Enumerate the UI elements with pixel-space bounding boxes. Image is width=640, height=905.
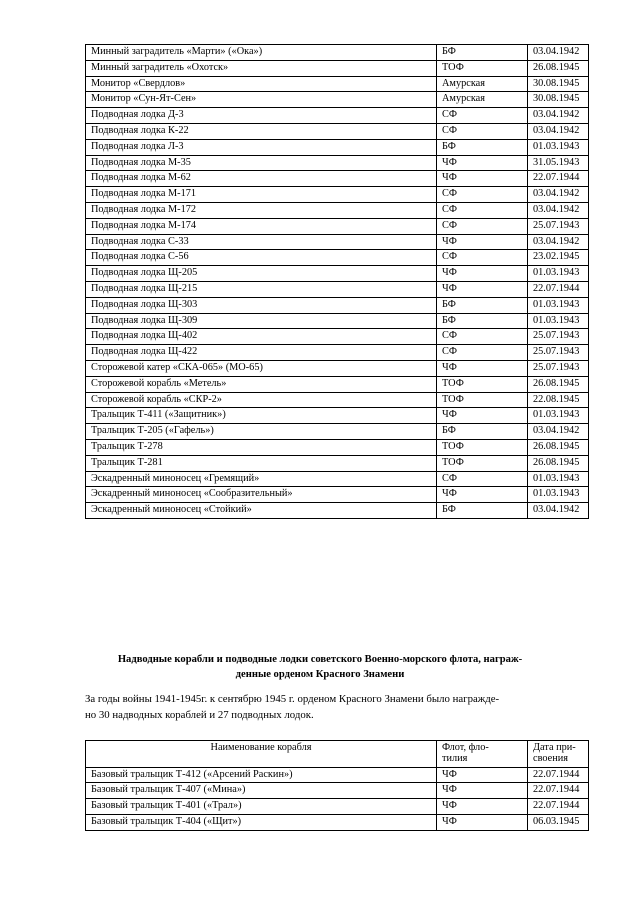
table-row — [86, 329, 589, 345]
column-header-date — [528, 741, 589, 768]
section-heading-line-2: денные орденом Красного Знамени — [235, 669, 405, 681]
column-header-date-line-1: Дата при- — [533, 742, 576, 753]
cell-date: 03.04.1942 — [528, 202, 589, 218]
table-row — [86, 281, 589, 297]
table-row — [86, 155, 589, 171]
cell-date: 01.03.1943 — [528, 313, 589, 329]
cell-fleet: ЧФ — [437, 487, 528, 503]
table-row — [86, 424, 589, 440]
cell-ship-name: Подводная лодка Щ-205 — [86, 266, 437, 282]
section-paragraph — [85, 692, 555, 723]
cell-fleet: ЧФ — [437, 234, 528, 250]
cell-date: 01.03.1943 — [528, 471, 589, 487]
cell-ship-name: Подводная лодка Щ-309 — [86, 313, 437, 329]
cell-fleet: ТОФ — [437, 376, 528, 392]
cell-fleet: Амурская — [437, 92, 528, 108]
table-row — [86, 139, 589, 155]
table-row — [86, 503, 589, 519]
cell-date: 22.07.1944 — [528, 799, 589, 815]
cell-fleet: СФ — [437, 202, 528, 218]
cell-fleet: СФ — [437, 187, 528, 203]
cell-ship-name: Минный заградитель «Охотск» — [86, 60, 437, 76]
table-row — [86, 487, 589, 503]
guards-ships-table-body — [86, 45, 589, 519]
cell-ship-name: Подводная лодка К-22 — [86, 123, 437, 139]
column-header-ship-name: Наименование корабля — [86, 741, 437, 768]
cell-date: 26.08.1945 — [528, 376, 589, 392]
cell-date: 22.07.1944 — [528, 767, 589, 783]
cell-fleet: ЧФ — [437, 408, 528, 424]
section-paragraph-line-1: За годы войны 1941-1945г. к сентябрю 1945 г. орденом Красного Знамени было награжде- — [85, 693, 500, 705]
cell-date: 01.03.1943 — [528, 139, 589, 155]
cell-ship-name: Подводная лодка С-33 — [86, 234, 437, 250]
cell-date: 01.03.1943 — [528, 487, 589, 503]
cell-date: 03.04.1942 — [528, 234, 589, 250]
column-header-fleet — [437, 741, 528, 768]
cell-ship-name: Сторожевой корабль «СКР-2» — [86, 392, 437, 408]
table-row — [86, 376, 589, 392]
column-header-fleet-line-1: Флот, фло- — [442, 742, 489, 753]
cell-ship-name: Подводная лодка М-171 — [86, 187, 437, 203]
cell-fleet: СФ — [437, 345, 528, 361]
cell-ship-name: Подводная лодка М-62 — [86, 171, 437, 187]
cell-ship-name: Тральщик Т-411 («Защитник») — [86, 408, 437, 424]
cell-ship-name: Тральщик Т-205 («Гафель») — [86, 424, 437, 440]
red-banner-ships-table-body — [86, 767, 589, 830]
cell-fleet: БФ — [437, 313, 528, 329]
cell-date: 22.07.1944 — [528, 783, 589, 799]
table-row — [86, 60, 589, 76]
table-row — [86, 455, 589, 471]
table-row — [86, 297, 589, 313]
table-row — [86, 360, 589, 376]
table-row — [86, 767, 589, 783]
cell-ship-name: Подводная лодка Л-3 — [86, 139, 437, 155]
cell-ship-name: Подводная лодка Щ-303 — [86, 297, 437, 313]
cell-date: 26.08.1945 — [528, 455, 589, 471]
section-heading-line-1: Надводные корабли и подводные лодки советского Военно-морского флота, награж- — [117, 654, 523, 665]
table-row — [86, 92, 589, 108]
cell-date: 23.02.1945 — [528, 250, 589, 266]
cell-fleet: ЧФ — [437, 360, 528, 376]
cell-date: 03.04.1942 — [528, 108, 589, 124]
cell-ship-name: Сторожевой корабль «Метель» — [86, 376, 437, 392]
cell-date: 30.08.1945 — [528, 92, 589, 108]
cell-fleet: ЧФ — [437, 783, 528, 799]
table-row — [86, 171, 589, 187]
cell-ship-name: Подводная лодка Д-3 — [86, 108, 437, 124]
cell-date: 25.07.1943 — [528, 360, 589, 376]
table-row — [86, 218, 589, 234]
cell-fleet: БФ — [437, 503, 528, 519]
table-row — [86, 250, 589, 266]
cell-ship-name: Базовый тральщик Т-407 («Мина») — [86, 783, 437, 799]
table-row — [86, 123, 589, 139]
table-row — [86, 187, 589, 203]
table-row — [86, 313, 589, 329]
cell-fleet: БФ — [437, 139, 528, 155]
cell-fleet: БФ — [437, 424, 528, 440]
cell-fleet: СФ — [437, 218, 528, 234]
table-row — [86, 76, 589, 92]
cell-date: 25.07.1943 — [528, 329, 589, 345]
table-header-row — [86, 741, 589, 768]
cell-ship-name: Эскадренный миноносец «Гремящий» — [86, 471, 437, 487]
cell-fleet: ТОФ — [437, 392, 528, 408]
column-header-fleet-line-2: тилия — [442, 752, 468, 764]
cell-ship-name: Базовый тральщик Т-412 («Арсений Раскин») — [86, 767, 437, 783]
table-row — [86, 345, 589, 361]
cell-date: 01.03.1943 — [528, 266, 589, 282]
cell-fleet: СФ — [437, 329, 528, 345]
cell-date: 03.04.1942 — [528, 45, 589, 61]
cell-date: 06.03.1945 — [528, 814, 589, 830]
table-row — [86, 108, 589, 124]
cell-date: 03.04.1942 — [528, 424, 589, 440]
cell-ship-name: Минный заградитель «Марти» («Ока») — [86, 45, 437, 61]
cell-ship-name: Подводная лодка М-174 — [86, 218, 437, 234]
cell-fleet: СФ — [437, 250, 528, 266]
cell-ship-name: Подводная лодка М-35 — [86, 155, 437, 171]
section-paragraph-line-2: но 30 надводных кораблей и 27 подводных лодок. — [85, 708, 314, 721]
cell-ship-name: Подводная лодка Щ-422 — [86, 345, 437, 361]
table-row — [86, 408, 589, 424]
cell-date: 01.03.1943 — [528, 297, 589, 313]
guards-ships-table — [85, 44, 589, 519]
cell-fleet: Амурская — [437, 76, 528, 92]
cell-date: 22.07.1944 — [528, 171, 589, 187]
table-row — [86, 799, 589, 815]
cell-fleet: ЧФ — [437, 281, 528, 297]
cell-ship-name: Базовый тральщик Т-404 («Щит») — [86, 814, 437, 830]
column-header-date-line-2: своения — [533, 752, 568, 764]
cell-fleet: ТОФ — [437, 439, 528, 455]
cell-ship-name: Подводная лодка Щ-402 — [86, 329, 437, 345]
table-row — [86, 45, 589, 61]
cell-ship-name: Базовый тральщик Т-401 («Трал») — [86, 799, 437, 815]
cell-ship-name: Монитор «Сун-Ят-Сен» — [86, 92, 437, 108]
cell-date: 03.04.1942 — [528, 503, 589, 519]
cell-date: 26.08.1945 — [528, 439, 589, 455]
cell-date: 30.08.1945 — [528, 76, 589, 92]
cell-ship-name: Подводная лодка С-56 — [86, 250, 437, 266]
cell-date: 03.04.1942 — [528, 187, 589, 203]
cell-date: 22.08.1945 — [528, 392, 589, 408]
cell-fleet: ЧФ — [437, 155, 528, 171]
cell-fleet: БФ — [437, 297, 528, 313]
cell-date: 25.07.1943 — [528, 345, 589, 361]
cell-fleet: ЧФ — [437, 266, 528, 282]
cell-fleet: ЧФ — [437, 814, 528, 830]
cell-fleet: ЧФ — [437, 171, 528, 187]
cell-fleet: ЧФ — [437, 799, 528, 815]
cell-ship-name: Эскадренный миноносец «Стойкий» — [86, 503, 437, 519]
table-row — [86, 202, 589, 218]
table-row — [86, 783, 589, 799]
cell-date: 31.05.1943 — [528, 155, 589, 171]
cell-fleet: ТОФ — [437, 60, 528, 76]
cell-ship-name: Сторожевой катер «СКА-065» (МО-65) — [86, 360, 437, 376]
table-row — [86, 471, 589, 487]
cell-fleet: СФ — [437, 123, 528, 139]
cell-ship-name: Подводная лодка М-172 — [86, 202, 437, 218]
cell-ship-name: Эскадренный миноносец «Сообразительный» — [86, 487, 437, 503]
cell-fleet: ТОФ — [437, 455, 528, 471]
table-row — [86, 814, 589, 830]
red-banner-ships-table-head — [86, 741, 589, 768]
cell-fleet: БФ — [437, 45, 528, 61]
cell-date: 01.03.1943 — [528, 408, 589, 424]
cell-ship-name: Тральщик Т-278 — [86, 439, 437, 455]
table-row — [86, 266, 589, 282]
red-banner-ships-table — [85, 740, 589, 831]
cell-fleet: СФ — [437, 471, 528, 487]
cell-ship-name: Подводная лодка Щ-215 — [86, 281, 437, 297]
cell-date: 25.07.1943 — [528, 218, 589, 234]
table-row — [86, 392, 589, 408]
cell-ship-name: Тральщик Т-281 — [86, 455, 437, 471]
table-row — [86, 439, 589, 455]
cell-ship-name: Монитор «Свердлов» — [86, 76, 437, 92]
cell-date: 03.04.1942 — [528, 123, 589, 139]
table-row — [86, 234, 589, 250]
cell-fleet: ЧФ — [437, 767, 528, 783]
section-heading — [85, 652, 555, 682]
cell-date: 26.08.1945 — [528, 60, 589, 76]
cell-fleet: СФ — [437, 108, 528, 124]
cell-date: 22.07.1944 — [528, 281, 589, 297]
